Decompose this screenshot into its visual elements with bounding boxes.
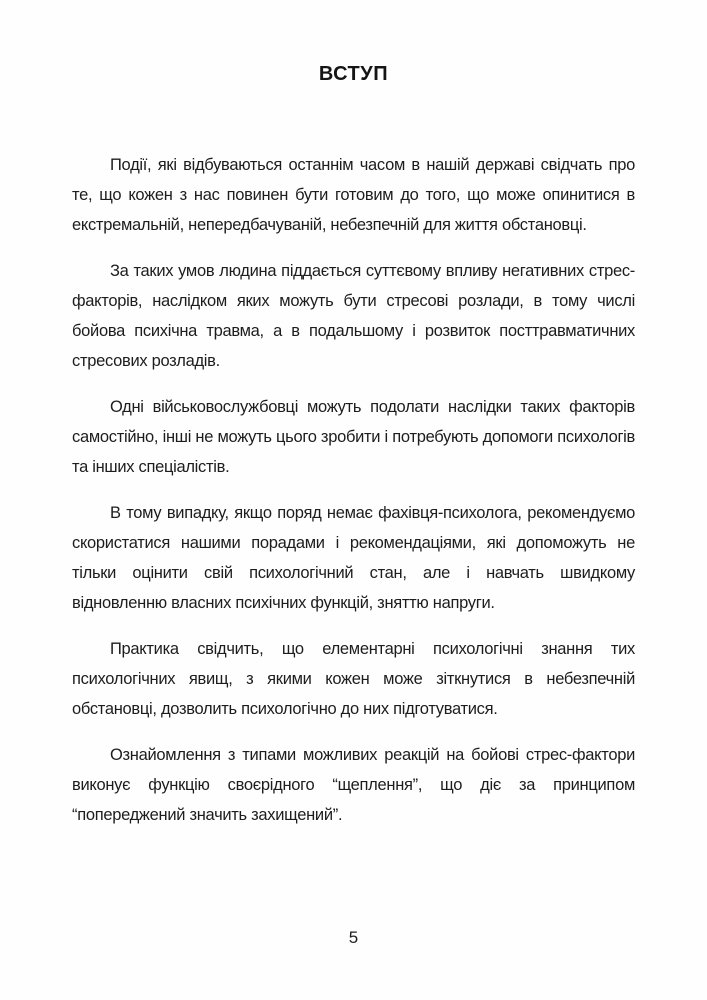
paragraph-6: Ознайомлення з типами можливих реакцій на бойові стрес-фактори виконує функцію своєрідного “щеплення”, що діє за принципом “попереджений значить захищений”. bbox=[72, 746, 635, 824]
paragraph-1: Події, які відбуваються останнім часом в нашій державі свідчать про те, що кожен з нас повинен бути готовим до того, що може опинитися в екстремальній, непередбачуваній, небезпечній для життя обстановці. bbox=[72, 156, 635, 234]
page-number: 5 bbox=[348, 928, 359, 947]
paragraph-2: За таких умов людина піддається суттєвому впливу негативних стрес-факторів, наслідком яких можуть бути стресові розлади, в тому числі бойова психічна травма, а в подальшому і розвиток посттравматичних стресових розладів. bbox=[72, 262, 635, 370]
page-title: ВСТУП bbox=[318, 63, 389, 85]
body-text bbox=[72, 150, 635, 830]
paragraph-5: Практика свідчить, що елементарні психологічні знання тих психологічних явищ, з якими кожен може зіткнутися в небезпечній обстановці, дозволить психологічно до них підготуватися. bbox=[72, 640, 635, 718]
paragraph-4: В тому випадку, якщо поряд немає фахівця-психолога, рекомендуємо скористатися нашими порадами і рекомендаціями, які допоможуть не тільки оцінити свій психологічний стан, але і навчать швидкому відновленню власних психічних функцій, зняттю напруги. bbox=[72, 504, 635, 612]
paragraph-3: Одні військовослужбовці можуть подолати наслідки таких факторів самостійно, інші не можуть цього зробити і потребують допомоги психологів та інших спеціалістів. bbox=[72, 398, 635, 476]
